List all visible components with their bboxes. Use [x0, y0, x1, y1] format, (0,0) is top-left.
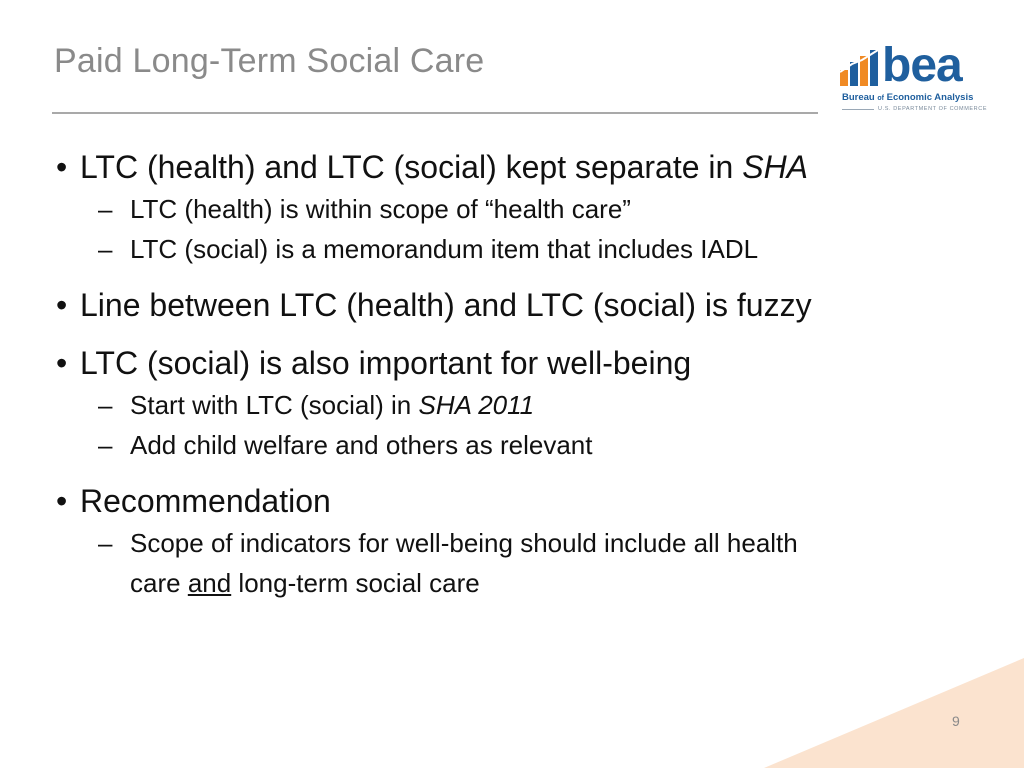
corner-decoration [764, 658, 1024, 768]
bea-name-part: Economic Analysis [886, 92, 974, 103]
bullet-icon: • [56, 345, 68, 381]
bea-full-name [842, 92, 978, 103]
bea-bar-chart-icon [838, 48, 880, 88]
bea-wordmark: bea [882, 39, 962, 92]
sub-bullet-item [56, 189, 956, 229]
bea-name-part: Bureau [842, 92, 875, 103]
bullet-text: Recommendation [80, 483, 331, 519]
bullet-icon: • [56, 483, 68, 519]
bullet-text: LTC (health) and LTC (social) kept separate in [80, 149, 743, 185]
bullet-item [56, 341, 956, 385]
slide-title: Paid Long-Term Social Care [54, 42, 485, 80]
dash-icon: – [98, 430, 113, 460]
bullet-item [56, 283, 956, 327]
underlined-word: and [187, 568, 232, 598]
title-divider [52, 112, 818, 114]
sub-bullet-continuation [56, 563, 956, 603]
sub-bullet-text: LTC (health) is within scope of “health care” [130, 194, 631, 224]
sub-bullet-text: care [130, 568, 188, 598]
bea-department: U.S. DEPARTMENT OF COMMERCE [878, 106, 988, 112]
bullet-text: LTC (social) is also important for well-being [80, 345, 692, 381]
sub-bullet-item [56, 523, 956, 563]
sub-bullet-text: Start with LTC (social) in [130, 390, 419, 420]
bea-dept-rule [842, 109, 874, 110]
bullet-italic: SHA [742, 149, 809, 185]
sub-bullet-text: Add child welfare and others as relevant [130, 430, 593, 460]
dash-icon: – [98, 194, 113, 224]
dash-icon: – [98, 528, 113, 558]
sub-bullet-text: long-term social care [231, 568, 480, 598]
bullet-text: Line between LTC (health) and LTC (social) is fuzzy [80, 287, 812, 323]
bullet-item [56, 145, 956, 189]
sub-bullet-item [56, 385, 956, 425]
sub-bullet-text: Scope of indicators for well-being should include all health [130, 528, 798, 558]
sub-bullet-item [56, 425, 956, 465]
bullet-icon: • [56, 287, 68, 323]
bullet-icon: • [56, 149, 68, 185]
page-number: 9 [952, 713, 960, 729]
dash-icon: – [98, 234, 113, 264]
bea-name-part: of [877, 95, 884, 102]
slide-body [56, 145, 956, 603]
bullet-item [56, 479, 956, 523]
bea-logo [838, 39, 988, 120]
dash-icon: – [98, 390, 113, 420]
sub-bullet-item [56, 229, 956, 269]
sub-bullet-text: LTC (social) is a memorandum item that includes IADL [130, 234, 759, 264]
sub-bullet-italic: SHA 2011 [418, 390, 535, 420]
